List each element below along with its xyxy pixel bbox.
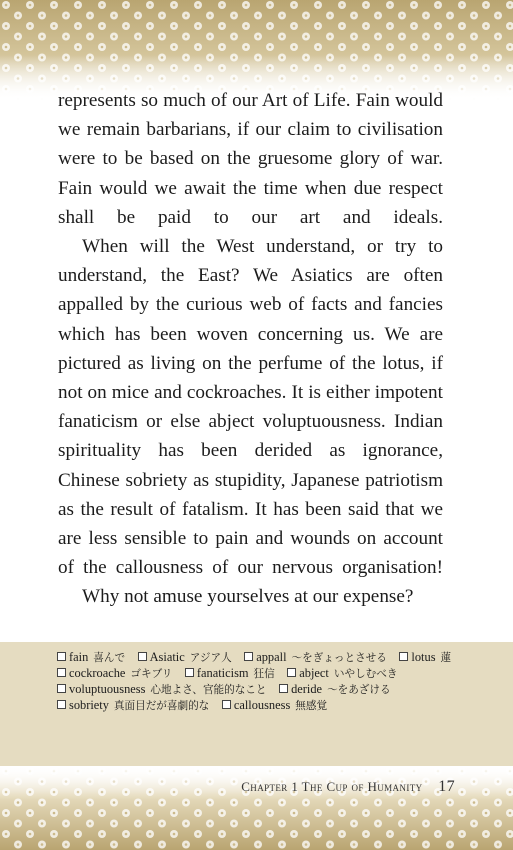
vocab-item xyxy=(222,698,327,714)
flower-pattern-top xyxy=(0,0,513,100)
page-number: 17 xyxy=(438,778,455,795)
vocab-item xyxy=(57,650,125,666)
chapter-label: Chapter 1 The Cup of Humanity xyxy=(241,779,423,794)
page-footer xyxy=(241,778,455,796)
vocab-row-2 xyxy=(57,666,487,682)
vocab-item xyxy=(57,698,209,714)
checkbox-icon xyxy=(244,652,253,661)
vocab-word: cockroache xyxy=(69,666,126,680)
body-text xyxy=(58,86,443,612)
vocab-word: deride xyxy=(291,682,323,696)
checkbox-icon xyxy=(185,668,194,677)
vocab-item xyxy=(185,666,275,682)
vocab-word: fain xyxy=(69,650,89,664)
paragraph-3: Why not amuse yourselves at our expense? xyxy=(82,586,414,608)
checkbox-icon xyxy=(222,700,231,709)
vocab-word: abject xyxy=(299,666,329,680)
vocab-word: lotus xyxy=(411,650,436,664)
checkbox-icon xyxy=(399,652,408,661)
checkbox-icon xyxy=(138,652,147,661)
vocab-gloss: 喜んで xyxy=(93,652,126,664)
vocab-item xyxy=(244,650,387,666)
checkbox-icon xyxy=(57,652,66,661)
vocab-word: Asiatic xyxy=(149,650,185,664)
vocab-word: sobriety xyxy=(69,698,109,712)
vocab-item xyxy=(287,666,397,682)
vocab-gloss: 真面目だが喜劇的な xyxy=(113,700,210,712)
vocab-item xyxy=(279,682,391,698)
vocab-gloss: ～をぎょっとさせる xyxy=(291,652,387,664)
vocabulary-list xyxy=(57,650,487,714)
paragraph-2: When will the West understand, or try to understand, the East? We Asiatics are often appalled by the curious web of facts and fancies which has been woven concerning us. We are pictured as living on the perfume of the lotus, if not on mice and cockroaches. It is either impotent fanaticism or else abject voluptuousness. Indian spirituality has been derided as ignorance, Chinese sobriety as stupidity, Japanese patriotism as the result of fatalism. It has been said that we are less sensible to pain and wounds on account of the callousness of our nervous organisation! xyxy=(58,236,443,579)
checkbox-icon xyxy=(57,684,66,693)
vocab-gloss: 蓮 xyxy=(440,652,452,664)
vocabulary-panel xyxy=(0,642,513,766)
vocab-word: callousness xyxy=(233,698,291,712)
vocab-word: voluptuousness xyxy=(69,682,146,696)
vocab-gloss: 無感覚 xyxy=(295,700,328,712)
vocab-item xyxy=(138,650,232,666)
top-decorative-band xyxy=(0,0,513,100)
checkbox-icon xyxy=(287,668,296,677)
vocab-item xyxy=(399,650,451,666)
vocab-word: appall xyxy=(256,650,287,664)
checkbox-icon xyxy=(57,668,66,677)
vocab-word: fanaticism xyxy=(196,666,249,680)
vocab-gloss: アジア人 xyxy=(189,652,232,664)
vocab-row-4 xyxy=(57,698,487,714)
checkbox-icon xyxy=(57,700,66,709)
vocab-item xyxy=(57,682,267,698)
vocab-row-1 xyxy=(57,650,487,666)
vocab-gloss: いやしむべき xyxy=(333,668,398,680)
vocab-gloss: ～をあざける xyxy=(327,684,391,696)
checkbox-icon xyxy=(279,684,288,693)
paragraph-1: represents so much of our Art of Life. Fain would we remain barbarians, if our claim to civilisation were to be based on the gruesome glory of war. Fain would we await the time when due respect shall be paid to our art and ideals. xyxy=(58,90,443,228)
vocab-gloss: ゴキブリ xyxy=(130,668,173,680)
vocab-gloss: 心地よさ、官能的なこと xyxy=(150,684,267,696)
vocab-row-3 xyxy=(57,682,487,698)
vocab-gloss: 狂信 xyxy=(253,668,275,680)
vocab-item xyxy=(57,666,172,682)
